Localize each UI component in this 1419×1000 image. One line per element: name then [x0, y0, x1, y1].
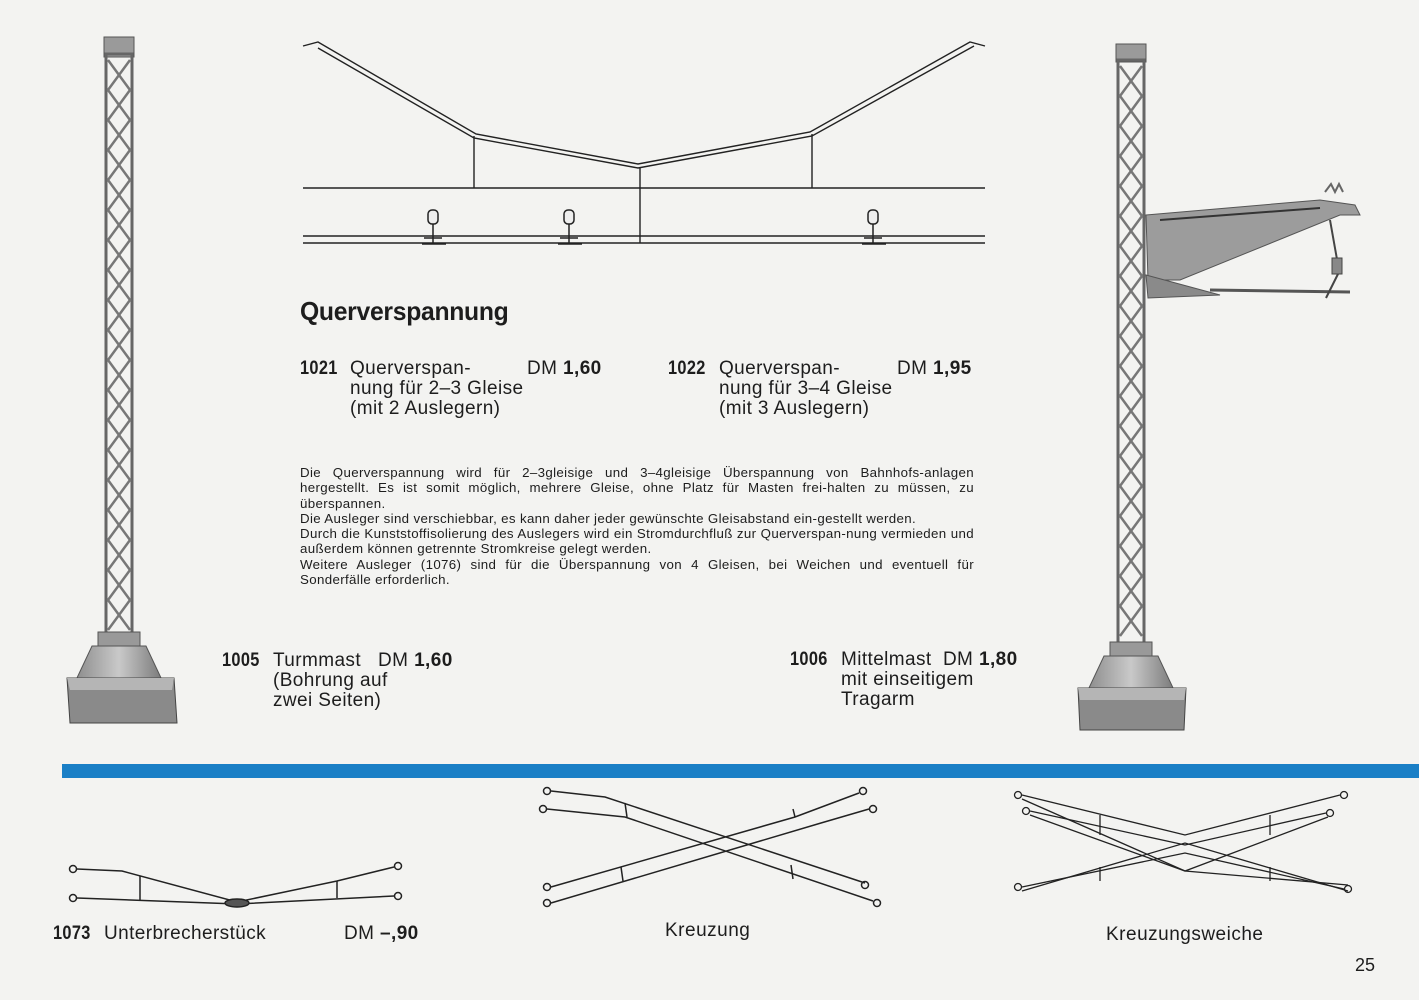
product-number: 1021 — [300, 358, 338, 379]
description-paragraph: Durch die Kunststoffisolierung des Auslegers wird ein Stromdurchfluß zur Querverspan-nung vermieden und außerdem können getrennte Stromkreise gelegt werden. — [300, 526, 974, 557]
turmmast-illustration — [62, 30, 182, 730]
querverspannung-diagram — [298, 38, 988, 263]
page-heading: Querverspannung — [300, 296, 509, 326]
page-number: 25 — [1355, 955, 1376, 975]
product-number: 1022 — [668, 358, 706, 379]
product-line: Querverspan- — [719, 358, 840, 379]
section-divider — [62, 764, 1419, 778]
price: 1,95 — [933, 358, 972, 379]
product-number: 1005 — [222, 650, 260, 671]
product-line — [841, 650, 1018, 670]
mittelmast-illustration — [1070, 40, 1360, 740]
currency: DM — [527, 358, 558, 379]
unterbrecherstueck-illustration — [62, 855, 412, 910]
description-paragraph: Weitere Ausleger (1076) sind für die Überspannung von 4 Gleisen, bei Weichen und eventuell für Sonderfälle erforderlich. — [300, 556, 974, 588]
price: –,90 — [380, 923, 419, 944]
product-line: mit einseitigem — [841, 669, 974, 690]
price: 1,80 — [978, 649, 1018, 670]
currency: DM — [897, 358, 928, 379]
description-paragraph: Die Ausleger sind verschiebbar, es kann daher jeder gewünschte Gleisabstand ein-gestellt werden. — [300, 510, 917, 526]
kreuzungsweiche-caption: Kreuzungsweiche — [1106, 924, 1264, 945]
product-number: 1073 — [53, 923, 91, 944]
product-line: Querverspan- — [350, 358, 471, 379]
kreuzungsweiche-illustration — [1010, 787, 1360, 912]
product-line — [273, 651, 453, 671]
kreuzung-caption: Kreuzung — [665, 920, 751, 941]
product-name: Mittelmast — [841, 649, 932, 670]
description-text — [300, 465, 974, 587]
description-paragraph: Die Querverspannung wird für 2–3gleisige und 3–4gleisige Überspannung von Bahnhofs-anlagen hergestellt. Es ist somit möglich, mehrere Gleise, ohne Platz für Masten frei-halten zu müssen, zu überspannen. — [300, 465, 974, 511]
product-line: (mit 2 Auslegern) — [350, 398, 501, 419]
product-number: 1006 — [790, 649, 828, 670]
product-line: nung für 3–4 Gleise — [719, 378, 893, 399]
product-price-block — [527, 359, 602, 379]
product-price-block — [344, 924, 419, 944]
price: 1,60 — [414, 650, 453, 671]
currency: DM — [344, 923, 375, 944]
currency: DM — [942, 649, 974, 670]
product-name: Unterbrecherstück — [104, 923, 267, 944]
product-line: zwei Seiten) — [273, 690, 382, 711]
product-line: Tragarm — [841, 689, 915, 710]
product-line: nung für 2–3 Gleise — [350, 378, 524, 399]
product-line: (Bohrung auf — [273, 670, 388, 691]
product-line: (mit 3 Auslegern) — [719, 398, 870, 419]
product-name: Turmmast — [273, 650, 361, 671]
currency: DM — [378, 650, 409, 671]
kreuzung-illustration — [535, 783, 885, 908]
product-price-block — [897, 359, 972, 379]
price: 1,60 — [563, 358, 602, 379]
